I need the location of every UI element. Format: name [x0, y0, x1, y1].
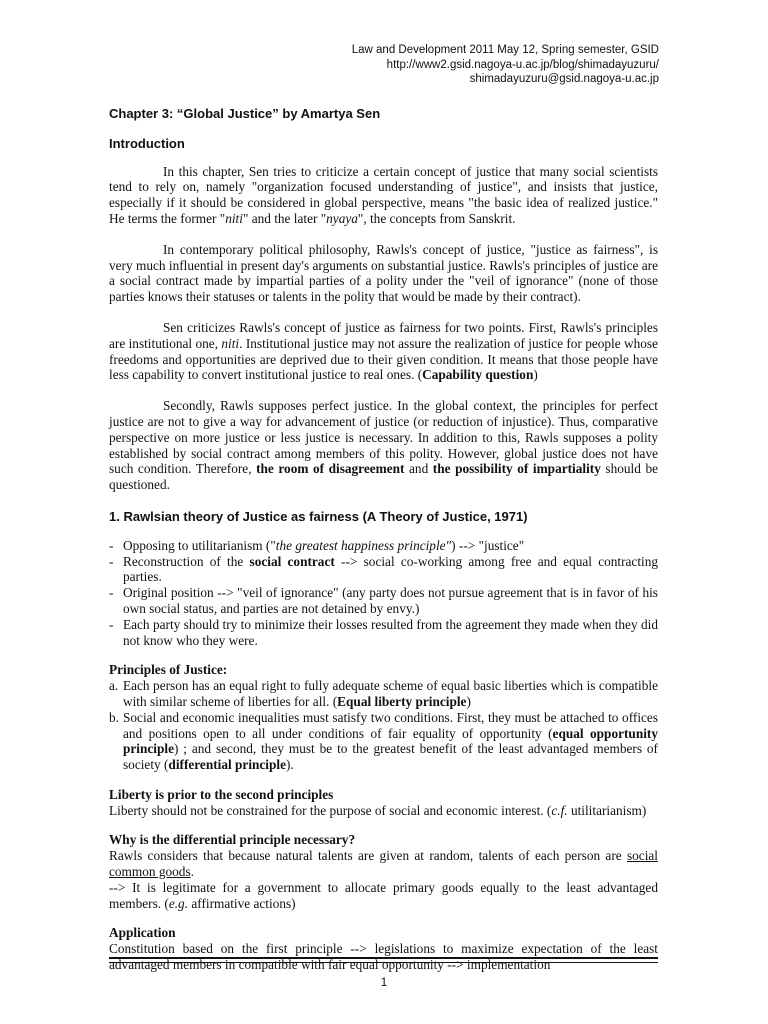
document-body — [109, 106, 658, 973]
differential-arrow-text: --> It is legitimate for a government to allocate primary goods equally to the least advantaged members. (e.g. affirmative actions) — [109, 879, 658, 911]
intro-paragraph-2: In contemporary political philosophy, Rawls's concept of justice, "justice as fairness", is very much influential in present day's arguments on substantial justice. Rawls's principles of justice are a social contract made by impartial parties of a polity under the "veil of ignorance" (none of those parties knows their statuses or talents in the polity that would be made by their contract). — [109, 241, 658, 305]
section-1-heading: 1. Rawlsian theory of Justice as fairness (A Theory of Justice, 1971) — [109, 508, 528, 524]
introduction-heading: Introduction — [109, 135, 185, 151]
principles-list — [109, 678, 658, 773]
list-item: - Original position --> "veil of ignorance" (any party does not pursue agreement that is in favor of his own social status, and parties are not detained by envy.) — [109, 585, 658, 617]
application-heading: Application — [109, 925, 176, 941]
list-marker: a. — [109, 678, 119, 694]
list-item: - Opposing to utilitarianism ("the greatest happiness principle") --> "justice" — [109, 538, 658, 554]
differential-heading: Why is the differential principle necessary? — [109, 832, 356, 848]
header-course-line: Law and Development 2011 May 12, Spring semester, GSID — [351, 44, 659, 56]
page-header — [352, 43, 659, 87]
header-url-line: http://www2.gsid.nagoya-u.ac.jp/blog/shimadayuzuru/ — [386, 58, 659, 71]
liberty-heading: Liberty is prior to the second principles — [109, 786, 334, 802]
footer-rule-thin — [109, 962, 658, 963]
intro-paragraph-1: In this chapter, Sen tries to criticize a certain concept of justice that many social scientists tend to rely on, namely "organization focused understanding of justice", and insists that justice, especially if it should be considered in global perspective, means "the basic idea of realized justice." He terms the former "niti" and the later "nyaya", the concepts from Sanskrit. — [109, 163, 658, 226]
list-item: - Each party should try to minimize their losses resulted from the agreement they made when they did not know who they were. — [109, 617, 658, 649]
list-item: - Reconstruction of the social contract --> social co-working among free and equal contracting parties. — [109, 554, 658, 586]
chapter-title: Chapter 3: “Global Justice” by Amartya Sen — [109, 106, 381, 121]
liberty-text: Liberty should not be constrained for the purpose of social and economic interest. (c.f. utilitarianism) — [109, 802, 647, 818]
rawls-bullet-list — [109, 538, 658, 649]
differential-block — [109, 832, 658, 911]
application-text: Constitution based on the first principle --> legislations to maximize expectation of the least advantaged members in compatible with fair equal opportunity --> implementation — [109, 941, 658, 973]
liberty-block — [109, 787, 658, 819]
principle-b: b. Social and economic inequalities must satisfy two conditions. First, they must be attached to offices and positions open to all under conditions of fair equality of opportunity (equal opportunity principle) ; and second, they must be to the greatest benefit of the least advantaged members of society (differential principle). — [109, 709, 658, 773]
principle-a: a. Each person has an equal right to fully adequate scheme of equal basic liberties which is compatible with similar scheme of liberties for all. (Equal liberty principle) — [109, 678, 658, 709]
principles-heading: Principles of Justice: — [109, 662, 228, 678]
list-marker: b. — [109, 709, 119, 725]
footer-rule-thick — [109, 957, 658, 959]
differential-text: Rawls considers that because natural talents are given at random, talents of each person are social common goods. — [109, 848, 658, 880]
intro-paragraph-3: Sen criticizes Rawls's concept of justice as fairness for two points. First, Rawls's principles are institutional one, niti. Institutional justice may not assure the realization of justice for people whose freedoms and opportunities are deprived due to their given condition. It means that those people have less capability to convert institutional justice to real ones. (Capability question) — [109, 319, 658, 383]
application-block — [109, 925, 658, 972]
page-number: 1 — [380, 975, 388, 989]
intro-paragraph-4: Secondly, Rawls supposes perfect justice. In the global context, the principles for perfect justice are not to give a way for advancement of justice (or reduction of injustice). Thus, comparative perspective on more justice or less justice is necessary. In addition to this, Rawls supposes a polity established by social contract among members of this polity. However, global justice does not have such condition. Therefore, the room of disagreement and the possibility of impartiality should be questioned. — [109, 398, 658, 493]
header-email-line: shimadayuzuru@gsid.nagoya-u.ac.jp — [469, 73, 659, 85]
